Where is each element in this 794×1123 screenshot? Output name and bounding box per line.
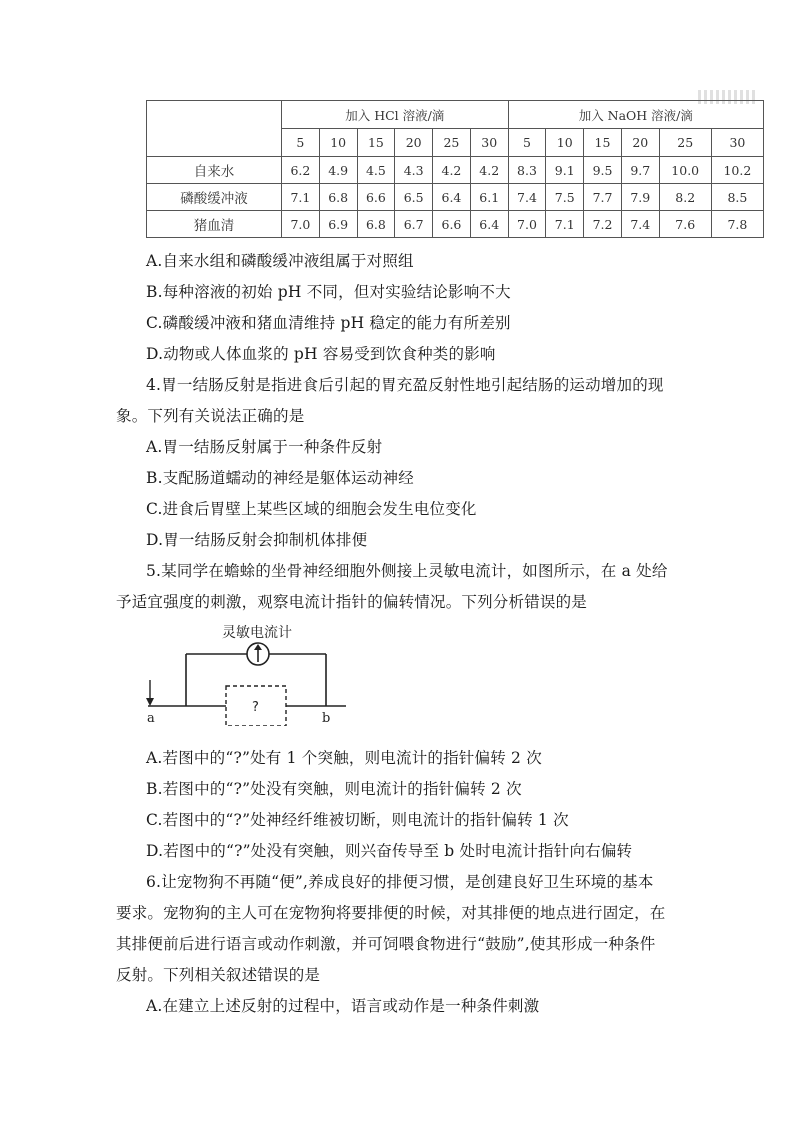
table-cell: 7.8: [711, 211, 763, 238]
table-cell: 8.3: [508, 157, 546, 184]
table-cell: 8.5: [711, 184, 763, 211]
table-cell: 6.8: [357, 211, 395, 238]
table-cell: 6.8: [319, 184, 357, 211]
table-cell: 7.0: [282, 211, 320, 238]
table-cell: 4.2: [433, 157, 471, 184]
drops-cell: 15: [357, 129, 395, 157]
stimulus-arrow-icon: [146, 698, 154, 706]
drops-cell: 20: [395, 129, 433, 157]
q6-stem-line2: 要求。宠物狗的主人可在宠物狗将要排便的时候，对其排便的地点进行固定，在: [116, 904, 666, 922]
drops-cell: 5: [508, 129, 546, 157]
table-cell: 7.6: [659, 211, 711, 238]
table-cell: 6.2: [282, 157, 320, 184]
ph-data-table: [146, 100, 764, 238]
drops-cell: 30: [711, 129, 763, 157]
q5-stem-line1: 5.某同学在蟾蜍的坐骨神经细胞外侧接上灵敏电流计，如图所示，在 a 处给: [146, 562, 668, 580]
naoh-group-header: 加入 NaOH 溶液/滴: [508, 101, 763, 129]
row-label: 磷酸缓冲液: [147, 184, 282, 211]
q3-option-b: B.每种溶液的初始 pH 不同，但对实验结论影响不大: [146, 283, 511, 301]
table-cell: 9.7: [621, 157, 659, 184]
q4-stem-line2: 象。下列有关说法正确的是: [116, 407, 305, 425]
table-row: [147, 211, 764, 238]
point-a-label: a: [147, 711, 155, 726]
table-cell: 7.4: [508, 184, 546, 211]
table-corner-cell: [147, 101, 282, 157]
q4-option-c: C.进食后胃壁上某些区域的细胞会发生电位变化: [146, 500, 477, 518]
table-cell: 6.6: [357, 184, 395, 211]
unknown-mark: ?: [252, 700, 259, 715]
q5-option-b: B.若图中的“?”处没有突触，则电流计的指针偏转 2 次: [146, 780, 522, 798]
q4-option-a: A.胃一结肠反射属于一种条件反射: [146, 438, 383, 456]
q6-stem-line1: 6.让宠物狗不再随“便”,养成良好的排便习惯，是创建良好卫生环境的基本: [146, 873, 654, 891]
table-cell: 7.1: [282, 184, 320, 211]
drops-cell: 30: [470, 129, 508, 157]
row-label: 自来水: [147, 157, 282, 184]
table-cell: 9.1: [546, 157, 584, 184]
table-cell: 6.7: [395, 211, 433, 238]
drops-cell: 25: [659, 129, 711, 157]
q6-option-a: A.在建立上述反射的过程中，语言或动作是一种条件刺激: [146, 997, 540, 1015]
table-cell: 7.4: [621, 211, 659, 238]
q4-option-b: B.支配肠道蠕动的神经是躯体运动神经: [146, 469, 414, 487]
drops-cell: 15: [584, 129, 622, 157]
table-cell: 10.2: [711, 157, 763, 184]
table-cell: 7.0: [508, 211, 546, 238]
q6-stem-line4: 反射。下列相关叙述错误的是: [116, 966, 321, 984]
table-cell: 7.5: [546, 184, 584, 211]
q5-option-a: A.若图中的“?”处有 1 个突触，则电流计的指针偏转 2 次: [146, 749, 542, 767]
drops-cell: 5: [282, 129, 320, 157]
table-cell: 4.2: [470, 157, 508, 184]
table-cell: 6.6: [433, 211, 471, 238]
drops-cell: 10: [319, 129, 357, 157]
drops-cell: 10: [546, 129, 584, 157]
q6-stem-line3: 其排便前后进行语言或动作刺激，并可饲喂食物进行“鼓励”,使其形成一种条件: [116, 935, 656, 953]
table-group-header-row: [147, 101, 764, 129]
table-cell: 6.9: [319, 211, 357, 238]
q4-stem-line1: 4.胃一结肠反射是指进食后引起的胃充盈反射性地引起结肠的运动增加的现: [146, 376, 664, 394]
table-cell: 4.5: [357, 157, 395, 184]
hcl-group-header: 加入 HCl 溶液/滴: [282, 101, 509, 129]
table-cell: 10.0: [659, 157, 711, 184]
meter-label: 灵敏电流计: [222, 625, 292, 641]
q5-option-d: D.若图中的“?”处没有突触，则兴奋传导至 b 处时电流计指针向右偏转: [146, 842, 633, 860]
table-row: [147, 184, 764, 211]
table-cell: 4.3: [395, 157, 433, 184]
table-cell: 6.4: [470, 211, 508, 238]
table-cell: 7.9: [621, 184, 659, 211]
drops-cell: 20: [621, 129, 659, 157]
table-cell: 6.5: [395, 184, 433, 211]
table-cell: 6.1: [470, 184, 508, 211]
q5-stem-line2: 予适宜强度的刺激，观察电流计指针的偏转情况。下列分析错误的是: [116, 593, 588, 611]
table-cell: 7.1: [546, 211, 584, 238]
table-cell: 7.7: [584, 184, 622, 211]
point-b-label: b: [322, 711, 331, 726]
q3-option-c: C.磷酸缓冲液和猪血清维持 pH 稳定的能力有所差别: [146, 314, 511, 332]
q5-option-c: C.若图中的“?”处神经纤维被切断，则电流计的指针偏转 1 次: [146, 811, 569, 829]
table-cell: 6.4: [433, 184, 471, 211]
table-cell: 7.2: [584, 211, 622, 238]
galvanometer-diagram: [140, 622, 360, 726]
row-label: 猪血清: [147, 211, 282, 238]
table-cell: 8.2: [659, 184, 711, 211]
q4-option-d: D.胃一结肠反射会抑制机体排便: [146, 531, 368, 549]
table-cell: 4.9: [319, 157, 357, 184]
table-row: [147, 157, 764, 184]
q3-option-d: D.动物或人体血浆的 pH 容易受到饮食种类的影响: [146, 345, 496, 363]
drops-cell: 25: [433, 129, 471, 157]
table-cell: 9.5: [584, 157, 622, 184]
q3-option-a: A.自来水组和磷酸缓冲液组属于对照组: [146, 252, 414, 270]
